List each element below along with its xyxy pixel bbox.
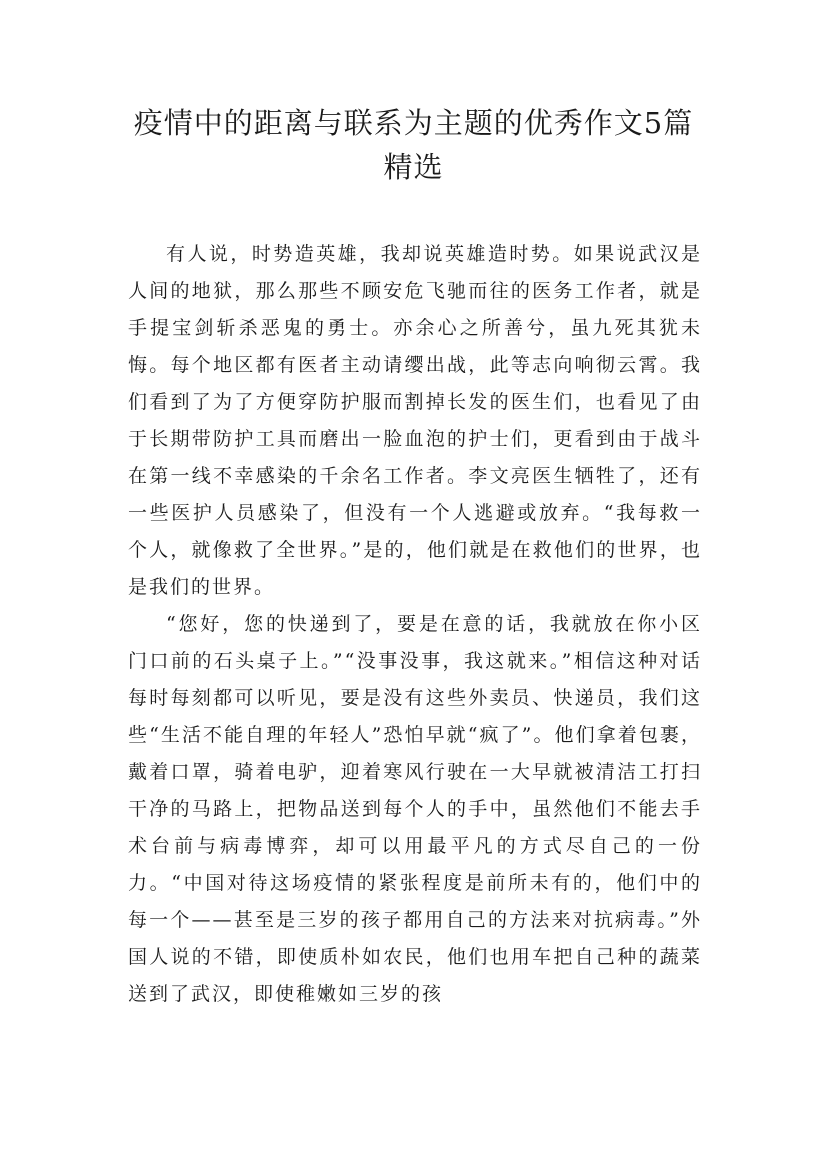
title-line-2: 精选 xyxy=(383,150,444,184)
paragraph-1: 有人说，时势造英雄，我却说英雄造时势。如果说武汉是人间的地狱，那么那些不顾安危飞驰而往的医务工作者，就是手提宝剑斩杀恶鬼的勇士。亦余心之所善兮，虽九死其犹未悔。每个地区都有医者主动请缨出战，此等志向响彻云霄。我们看到了为了方便穿防护服而割掉长发的医生们，也看见了由于长期带防护工具而磨出一脸血泡的护士们，更看到由于战斗在第一线不幸感染的千余名工作者。李文亮医生牺牲了，还有一些医护人员感染了，但没有一个人逃避或放弃。“我每救一个人，就像救了全世界。”是的，他们就是在救他们的世界，也是我们的世界。 xyxy=(128,243,702,598)
document-title xyxy=(100,101,727,189)
title-line-1: 疫情中的距离与联系为主题的优秀作文5篇 xyxy=(133,106,694,140)
document-body xyxy=(128,236,702,1013)
paragraph-2: “您好，您的快递到了，要是在意的话，我就放在你小区门口前的石头桌子上。”“没事没事，我这就来。”相信这种对话每时每刻都可以听见，要是没有这些外卖员、快递员，我们这些“生活不能自理的年轻人”恐怕早就“疯了”。他们拿着包裹，戴着口罩，骑着电驴，迎着寒风行驶在一大早就被清洁工打扫干净的马路上，把物品送到每个人的手中，虽然他们不能去手术台前与病毒博弈，却可以用最平凡的方式尽自己的一份力。“中国对待这场疫情的紧张程度是前所未有的，他们中的每一个——甚至是三岁的孩子都用自己的方法来对抗病毒。”外国人说的不错，即使质朴如农民，他们也用车把自己种的蔬菜送到了武汉，即使稚嫩如三岁的孩 xyxy=(128,613,702,1005)
